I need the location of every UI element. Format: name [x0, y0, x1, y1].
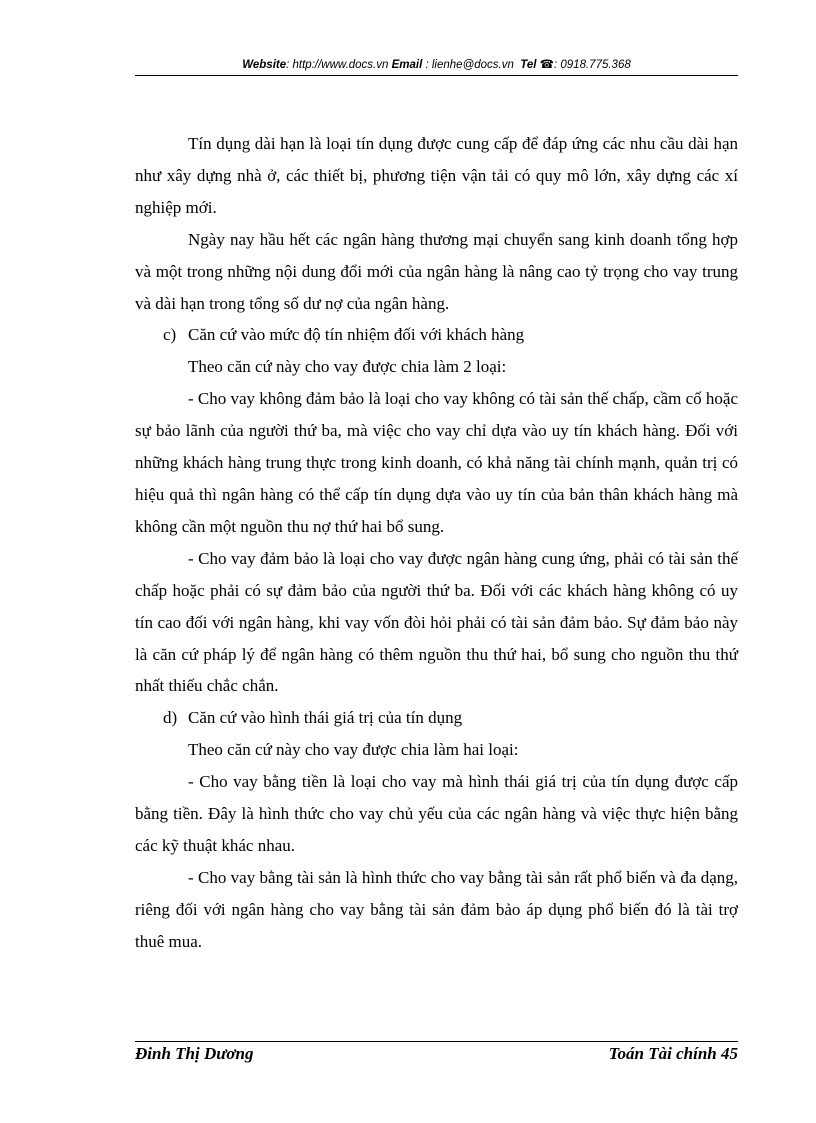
- heading-text: Căn cứ vào mức độ tín nhiệm đối với khách hàng: [188, 325, 525, 345]
- section-heading-c: [135, 319, 738, 351]
- section-heading-d: [135, 702, 738, 734]
- footer-course: Toán Tài chính 45: [608, 1044, 738, 1063]
- bullet-paragraph: - Cho vay không đảm bảo là loại cho vay không có tài sản thế chấp, cầm cố hoặc sự bảo lãnh của người thứ ba, mà việc cho vay chỉ dựa vào uy tín khách hàng. Đối với những khách hàng trung thực trong kinh doanh, có khả năng tài chính mạnh, quản trị có hiệu quả thì ngân hàng có thể cấp tín dụng dựa vào uy tín của bản thân khách hàng mà không cần một nguồn thu nợ thứ hai bổ sung.: [135, 389, 738, 536]
- document-body: [135, 128, 738, 958]
- heading-label: c): [163, 325, 177, 345]
- website-label: Website: [242, 59, 287, 71]
- paragraph: Theo căn cứ này cho vay được chia làm 2 loại:: [188, 357, 507, 377]
- tel-number: 0918.775.368: [560, 59, 631, 71]
- tel-separator: :: [554, 59, 561, 71]
- header-divider: [135, 75, 738, 76]
- bullet-paragraph: - Cho vay bằng tiền là loại cho vay mà hình thái giá trị của tín dụng được cấp bằng tiền. Đây là hình thức cho vay chủ yếu của các ngân hàng và việc thực hiện bằng các kỹ thuật khác nhau.: [135, 772, 738, 855]
- paragraph: Ngày nay hầu hết các ngân hàng thương mại chuyển sang kinh doanh tổng hợp và một trong những nội dung đổi mới của ngân hàng là nâng cao tỷ trọng cho vay trung và dài hạn trong tổng số dư nợ của ngân hàng.: [135, 229, 738, 313]
- bullet-paragraph: - Cho vay đảm bảo là loại cho vay được ngân hàng cung ứng, phải có tài sản thế chấp hoặc phải có sự đảm bảo của người thứ ba. Đối với các khách hàng không có uy tín cao đối với ngân hàng, khi vay vốn đòi hỏi phải có tài sản đảm bảo. Sự đảm bảo này là căn cứ pháp lý để ngân hàng có thêm nguồn thu thứ hai, bổ sung cho nguồn thu thứ nhất thiếu chắc chắn.: [135, 548, 738, 696]
- paragraph: Theo căn cứ này cho vay được chia làm hai loại:: [188, 740, 519, 760]
- bullet-paragraph: - Cho vay bằng tài sản là hình thức cho vay bằng tài sản rất phổ biến và đa dạng, riêng đối với ngân hàng cho vay bằng tài sản đảm bảo áp dụng phổ biến đó là tài trợ thuê mua.: [135, 867, 738, 951]
- email-label: Email: [391, 59, 423, 71]
- footer-author: Đinh Thị Dương: [135, 1044, 254, 1063]
- paragraph: Tín dụng dài hạn là loại tín dụng được cung cấp để đáp ứng các nhu cầu dài hạn như xây dựng nhà ở, các thiết bị, phương tiện vận tải có quy mô lớn, xây dựng các xí nghiệp mới.: [135, 134, 738, 217]
- website-separator: :: [286, 59, 293, 71]
- email-separator: :: [422, 59, 432, 71]
- footer-divider: [135, 1041, 738, 1042]
- heading-label: d): [163, 708, 178, 728]
- page-header: [135, 57, 738, 71]
- tel-label: Tel: [520, 59, 537, 71]
- heading-text: Căn cứ vào hình thái giá trị của tín dụng: [188, 708, 463, 728]
- phone-icon: ☎: [539, 59, 554, 71]
- website-url: http://www.docs.vn: [292, 59, 389, 71]
- email-address: lienhe@docs.vn: [431, 59, 514, 71]
